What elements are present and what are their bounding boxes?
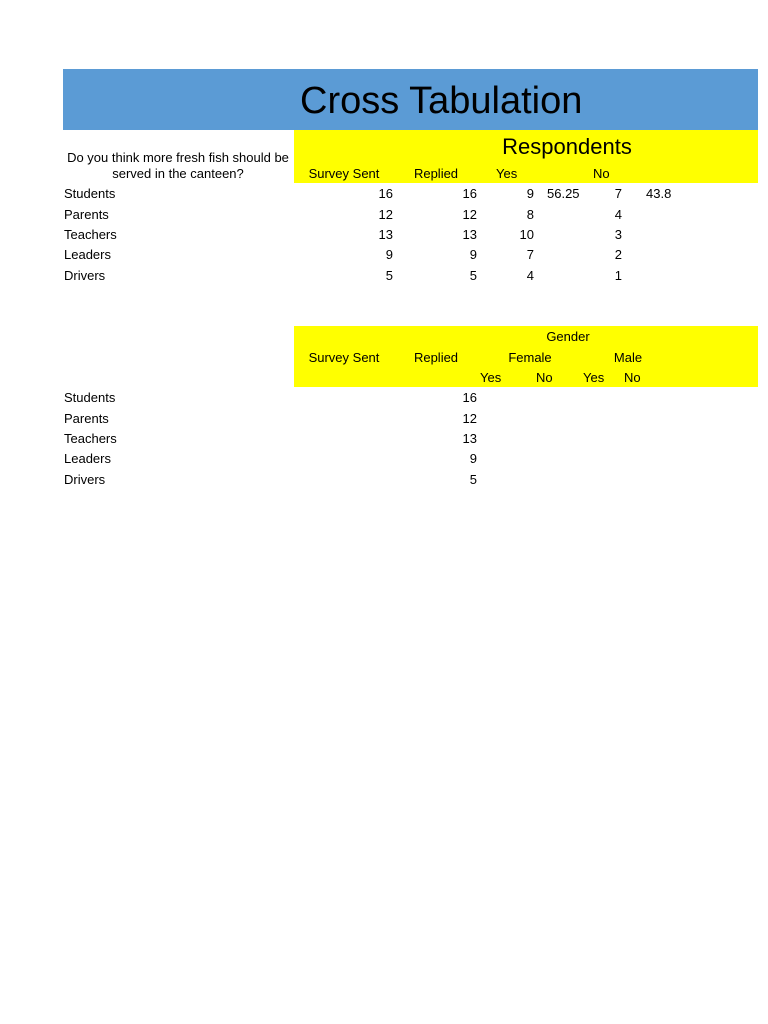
yes-value: 8	[526, 207, 534, 222]
no-value: 2	[614, 247, 622, 262]
row-label: Students	[64, 186, 116, 201]
header-female: Female	[508, 350, 552, 365]
survey-sent-value: 9	[385, 247, 393, 262]
row-label: Drivers	[64, 472, 106, 487]
no-percent: 43.8	[646, 186, 672, 201]
row-label: Leaders	[64, 451, 111, 466]
replied-value: 13	[462, 227, 477, 242]
replied-value: 12	[462, 411, 477, 426]
yes-value: 4	[526, 268, 534, 283]
page-title: Cross Tabulation	[300, 80, 583, 122]
header-replied: Replied	[413, 350, 459, 365]
survey-sent-value: 13	[378, 227, 393, 242]
replied-value: 13	[462, 431, 477, 446]
row-label: Parents	[64, 207, 109, 222]
survey-sent-value: 5	[385, 268, 393, 283]
header-survey-sent: Survey Sent	[308, 166, 380, 181]
replied-value: 16	[462, 186, 477, 201]
header-male: Male	[613, 350, 643, 365]
replied-value: 5	[469, 472, 477, 487]
header-yes: Yes	[496, 166, 518, 181]
header-replied: Replied	[413, 166, 459, 181]
yes-value: 9	[526, 186, 534, 201]
no-value: 7	[614, 186, 622, 201]
replied-value: 16	[462, 390, 477, 405]
survey-sent-value: 16	[378, 186, 393, 201]
replied-value: 12	[462, 207, 477, 222]
header-female-yes: Yes	[480, 370, 502, 385]
replied-value: 9	[469, 451, 477, 466]
row-label: Parents	[64, 411, 109, 426]
header-survey-sent: Survey Sent	[308, 350, 380, 365]
no-value: 4	[614, 207, 622, 222]
survey-question: Do you think more fresh fish should be served in the canteen?	[67, 150, 289, 181]
row-label: Leaders	[64, 247, 111, 262]
header-female-no: No	[536, 370, 553, 385]
row-label: Teachers	[64, 431, 117, 446]
yes-value: 7	[526, 247, 534, 262]
yes-percent: 56.25	[547, 186, 580, 201]
yes-value: 10	[519, 227, 534, 242]
no-value: 1	[614, 268, 622, 283]
replied-value: 5	[469, 268, 477, 283]
respondents-header: Respondents	[502, 134, 632, 159]
row-label: Students	[64, 390, 116, 405]
header-no: No	[593, 166, 610, 181]
header-male-yes: Yes	[583, 370, 605, 385]
gender-header: Gender	[546, 329, 590, 344]
header-male-no: No	[624, 370, 641, 385]
row-label: Drivers	[64, 268, 106, 283]
no-value: 3	[614, 227, 622, 242]
survey-sent-value: 12	[378, 207, 393, 222]
row-label: Teachers	[64, 227, 117, 242]
replied-value: 9	[469, 247, 477, 262]
